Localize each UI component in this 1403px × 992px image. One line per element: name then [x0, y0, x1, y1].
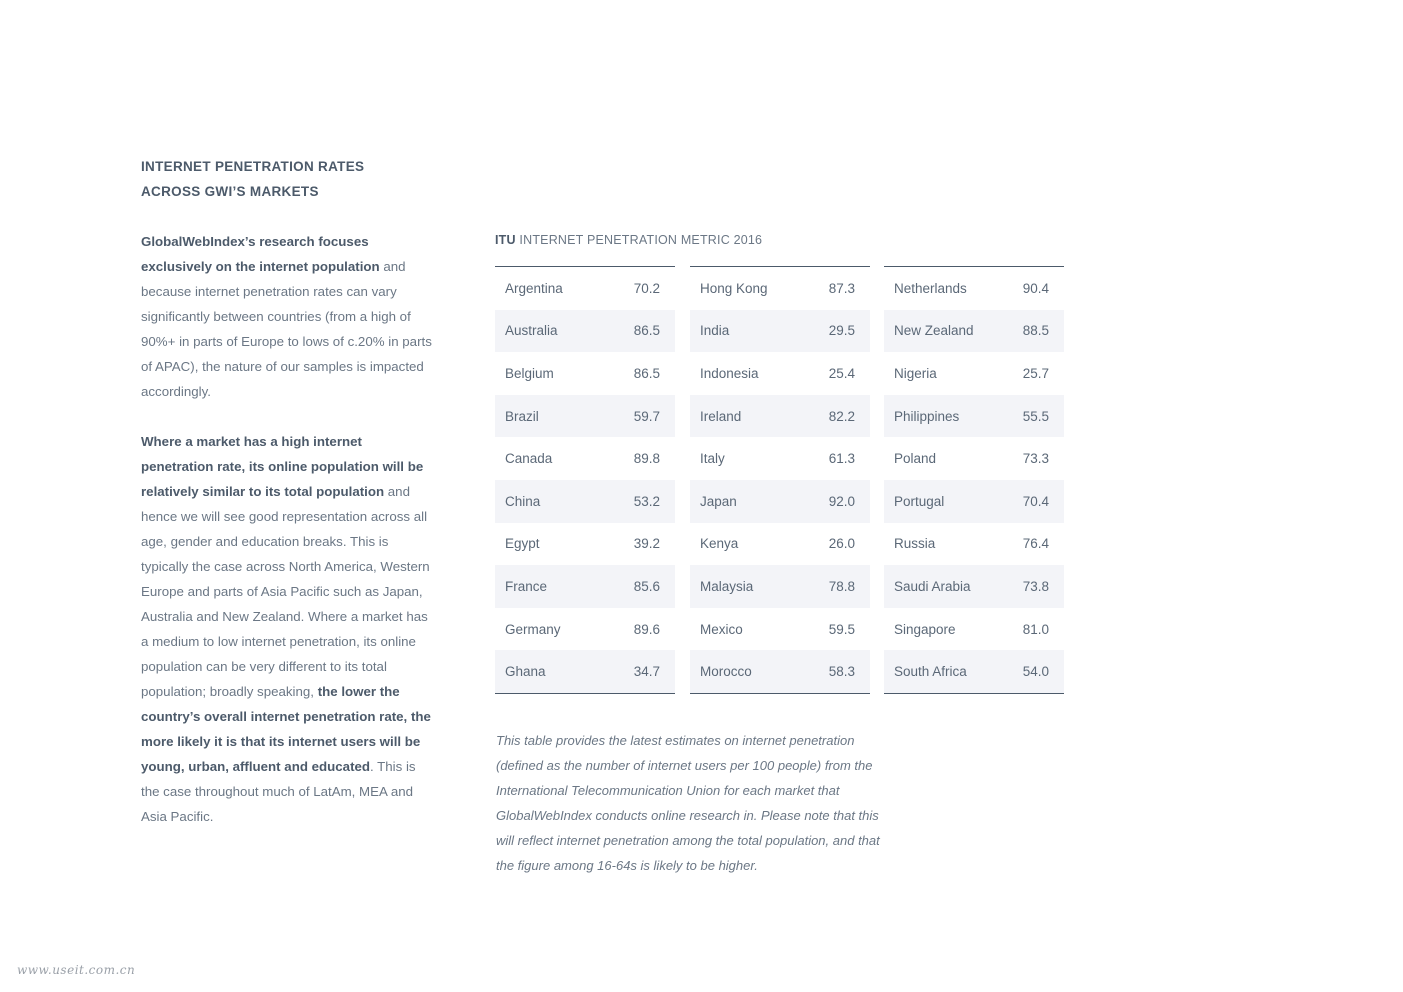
penetration-value: 89.6 — [633, 621, 660, 637]
table-row — [495, 565, 675, 608]
penetration-value: 25.4 — [828, 365, 855, 381]
table-footnote: This table provides the latest estimates on internet penetration (defined as the number of internet users per 100 people) from the International Telecommunication Union for each market that GlobalWebIndex conducts online research in. Please note that this will reflect internet penetration among the total population, and that the figure among 16-64s is likely to be higher. — [496, 733, 880, 873]
country-name: Germany — [505, 621, 561, 637]
penetration-value: 70.2 — [633, 280, 660, 296]
penetration-value: 59.7 — [633, 408, 660, 424]
table-row — [690, 267, 870, 310]
penetration-value: 82.2 — [828, 408, 855, 424]
table-row — [690, 310, 870, 353]
country-name: Belgium — [505, 365, 554, 381]
table-row — [884, 352, 1064, 395]
penetration-value: 54.0 — [1022, 664, 1049, 680]
page-heading — [141, 154, 364, 204]
country-name: Russia — [894, 536, 936, 552]
country-name: Netherlands — [894, 280, 967, 296]
table-row — [884, 608, 1064, 651]
country-name: Italy — [700, 451, 725, 467]
penetration-value: 39.2 — [633, 536, 660, 552]
table-row — [495, 608, 675, 651]
penetration-value: 26.0 — [828, 536, 855, 552]
paragraph-2-mid: and hence we will see good representation across all age, gender and education breaks. This is typically the case across North America, Western Europe and parts of Asia Pacific such as Japan, Australia and New Zealand. Where a market has a medium to low internet penetration, its online population can be very different to its total population; broadly speaking, — [141, 484, 430, 699]
table-title-source: ITU — [495, 233, 516, 247]
penetration-value: 76.4 — [1022, 536, 1049, 552]
penetration-table-column-2 — [690, 266, 870, 694]
table-title — [495, 229, 762, 251]
country-name: Philippines — [894, 408, 960, 424]
country-name: Poland — [894, 451, 937, 467]
paragraph-1-rest: and because internet penetration rates can vary significantly between countries (from a high of 90%+ in parts of Europe to lows of c.20% in parts of APAC), the nature of our samples is impacted accordingly. — [141, 259, 432, 399]
penetration-value: 90.4 — [1022, 280, 1049, 296]
paragraph-1-bold: GlobalWebIndex’s research focuses exclusively on the internet population — [141, 234, 380, 274]
country-name: Morocco — [700, 664, 752, 680]
penetration-table-column-1 — [495, 266, 675, 694]
country-name: South Africa — [894, 664, 967, 680]
table-row — [690, 523, 870, 566]
table-row — [884, 480, 1064, 523]
table-row — [495, 523, 675, 566]
paragraph-2 — [141, 429, 433, 829]
penetration-value: 73.3 — [1022, 451, 1049, 467]
body-text — [141, 229, 433, 854]
table-row — [495, 352, 675, 395]
penetration-value: 61.3 — [828, 451, 855, 467]
penetration-value: 29.5 — [828, 323, 855, 339]
paragraph-2-bold-1: Where a market has a high internet penetration rate, its online population will be relatively similar to its total population — [141, 434, 424, 499]
table-row — [884, 523, 1064, 566]
penetration-value: 55.5 — [1022, 408, 1049, 424]
table-row — [690, 395, 870, 438]
country-name: Brazil — [505, 408, 539, 424]
table-row — [884, 650, 1064, 693]
country-name: Hong Kong — [700, 280, 768, 296]
country-name: Mexico — [700, 621, 743, 637]
country-name: Argentina — [505, 280, 563, 296]
penetration-value: 85.6 — [633, 578, 660, 594]
country-name: Ghana — [505, 664, 546, 680]
penetration-table-column-3 — [884, 266, 1064, 694]
country-name: Nigeria — [894, 365, 937, 381]
table-row — [690, 480, 870, 523]
penetration-value: 89.8 — [633, 451, 660, 467]
paragraph-2-end: . This is the case throughout much of LatAm, MEA and Asia Pacific. — [141, 759, 416, 824]
paragraph-2-bold-2: the lower the country’s overall internet penetration rate, the more likely it is that its internet users will be young, urban, affluent and educated — [141, 684, 431, 774]
penetration-value: 81.0 — [1022, 621, 1049, 637]
penetration-value: 78.8 — [828, 578, 855, 594]
table-row — [495, 267, 675, 310]
country-name: France — [505, 578, 548, 594]
penetration-value: 88.5 — [1022, 323, 1049, 339]
penetration-value: 73.8 — [1022, 578, 1049, 594]
penetration-value: 87.3 — [828, 280, 855, 296]
table-row — [884, 565, 1064, 608]
penetration-value: 59.5 — [828, 621, 855, 637]
table-row — [690, 608, 870, 651]
country-name: Australia — [505, 323, 558, 339]
table-row — [495, 395, 675, 438]
country-name: New Zealand — [894, 323, 974, 339]
country-name: India — [700, 323, 730, 339]
table-row — [884, 310, 1064, 353]
country-name: Kenya — [700, 536, 739, 552]
table-row — [884, 437, 1064, 480]
penetration-value: 86.5 — [633, 323, 660, 339]
watermark: www.useit.com.cn — [17, 963, 136, 977]
penetration-value: 34.7 — [633, 664, 660, 680]
table-row — [884, 267, 1064, 310]
penetration-value: 53.2 — [633, 493, 660, 509]
table-row — [495, 437, 675, 480]
country-name: Malaysia — [700, 578, 754, 594]
penetration-value: 70.4 — [1022, 493, 1049, 509]
penetration-value: 92.0 — [828, 493, 855, 509]
table-row — [690, 352, 870, 395]
country-name: China — [505, 493, 541, 509]
country-name: Portugal — [894, 493, 945, 509]
table-title-text: INTERNET PENETRATION METRIC 2016 — [515, 233, 763, 247]
table-row — [690, 437, 870, 480]
heading-line-2: ACROSS GWI’S MARKETS — [141, 184, 319, 199]
penetration-value: 25.7 — [1022, 365, 1049, 381]
country-name: Singapore — [894, 621, 956, 637]
paragraph-1 — [141, 229, 433, 404]
table-row — [690, 650, 870, 693]
country-name: Egypt — [505, 536, 540, 552]
country-name: Canada — [505, 451, 553, 467]
table-row — [884, 395, 1064, 438]
heading-line-1: INTERNET PENETRATION RATES — [141, 159, 365, 174]
penetration-value: 58.3 — [828, 664, 855, 680]
country-name: Saudi Arabia — [894, 578, 971, 594]
table-row — [690, 565, 870, 608]
table-row — [495, 480, 675, 523]
country-name: Indonesia — [700, 365, 759, 381]
country-name: Japan — [700, 493, 737, 509]
table-row — [495, 650, 675, 693]
table-row — [495, 310, 675, 353]
penetration-value: 86.5 — [633, 365, 660, 381]
country-name: Ireland — [700, 408, 742, 424]
